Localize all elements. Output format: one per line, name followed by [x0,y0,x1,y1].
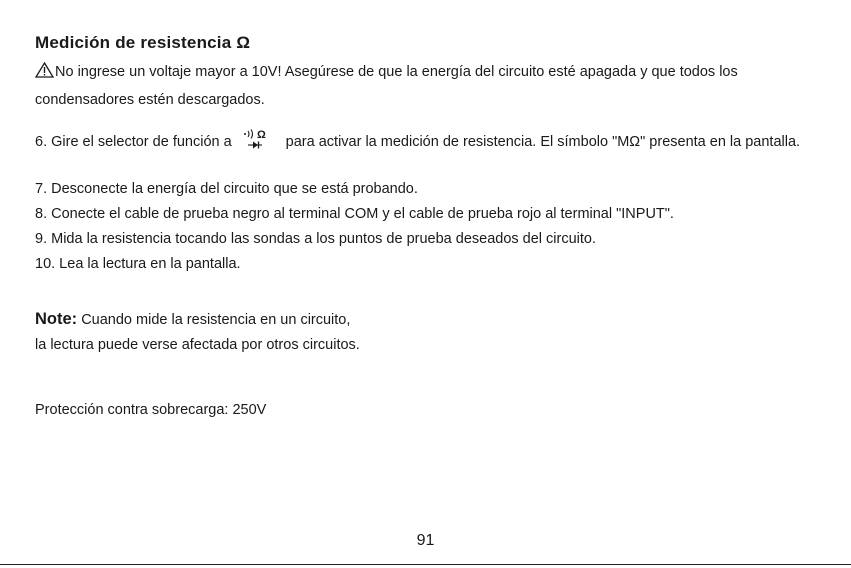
step-10: 10. Lea la lectura en la pantalla. [35,256,241,272]
note-label: Note: [35,310,78,328]
step-6-text-before: 6. Gire el selector de función a [35,134,232,150]
warning-paragraph [35,59,825,113]
note-block [35,307,825,358]
section-title: Medición de resistencia Ω [35,33,251,52]
note-line-2: la lectura puede verse afectada por otros circuitos. [35,337,360,353]
symbol-omega: Ω [256,129,266,141]
warning-text: No ingrese un voltaje mayor a 10V! Asegúrese de que la energía del circuito esté apagada y que todos los condensadores estén descargados. [35,64,738,108]
step-7: 7. Desconecte la energía del circuito que se está probando. [35,181,418,197]
step-8: 8. Conecte el cable de prueba negro al terminal COM y el cable de prueba rojo al terminal "INPUT". [35,206,674,222]
bottom-divider [0,564,851,565]
step-6 [35,128,825,159]
page-number: 91 [416,532,435,549]
step-6-text-after: para activar la medición de resistencia. El símbolo "MΩ" presenta en la pantalla. [285,134,801,150]
continuity-resistance-diode-symbol-icon [242,128,272,159]
step-9: 9. Mida la resistencia tocando las sondas a los puntos de prueba deseados del circuito. [35,231,597,247]
overload-protection: Protección contra sobrecarga: 250V [35,402,267,418]
warning-triangle-icon [35,61,54,87]
note-line-1: Cuando mide la resistencia en un circuito, [81,312,351,328]
